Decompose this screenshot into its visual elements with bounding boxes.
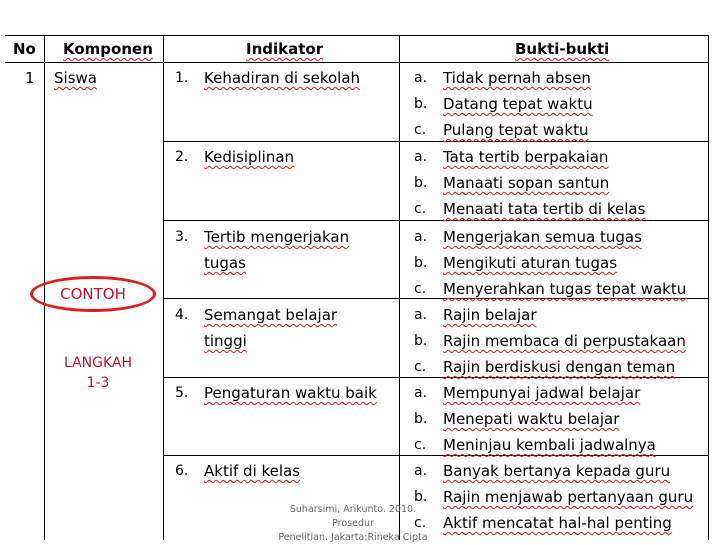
evidence-letter: c. — [414, 359, 427, 375]
langkah-label — [40, 353, 156, 393]
evidence-text: Rajin menjawab pertanyaan guru — [443, 488, 694, 506]
row-divider-3 — [163, 298, 708, 299]
contoh-label: CONTOH — [60, 285, 126, 303]
evidence-text: Menepati waktu belajar — [443, 410, 620, 428]
indicator-text: Semangat belajar — [204, 306, 338, 324]
indicator-text: Tertib mengerjakan — [204, 228, 350, 246]
table-right-border — [708, 35, 709, 540]
indicator-number: 4. — [175, 307, 189, 323]
evidence-letter: b. — [414, 489, 428, 505]
header-no: No — [13, 40, 36, 58]
indicator-number: 1. — [175, 70, 189, 86]
row-divider-2 — [163, 220, 708, 221]
evidence-letter: c. — [414, 515, 427, 531]
evidence-letter: b. — [414, 96, 428, 112]
evidence-text: Meninjau kembali jadwalnya — [443, 436, 656, 454]
evidence-letter: c. — [414, 281, 427, 297]
row-divider-5 — [163, 455, 708, 456]
evidence-text: Rajin belajar — [443, 306, 537, 324]
evidence-text: Mempunyai jadwal belajar — [443, 384, 641, 402]
citation — [268, 503, 438, 545]
row-divider-1 — [163, 141, 708, 142]
evidence-letter: a. — [414, 149, 428, 165]
citation-line-1: Suharsimi, Arikunto. 2010. Prosedur — [289, 504, 417, 529]
komponen-cell: Siswa — [54, 69, 97, 87]
evidence-letter: a. — [414, 385, 428, 401]
table-top-border — [5, 35, 708, 36]
indicator-number: 2. — [175, 149, 189, 165]
header-bukti: Bukti-bukti — [515, 40, 610, 58]
table-header-divider — [5, 62, 708, 63]
indicator-text: tugas — [204, 254, 246, 272]
evidence-letter: a. — [414, 229, 428, 245]
evidence-letter: b. — [414, 333, 428, 349]
indicator-text: Kehadiran di sekolah — [204, 69, 361, 87]
indicator-number: 5. — [175, 385, 189, 401]
indicator-number: 3. — [175, 229, 189, 245]
indicator-text: Aktif di kelas — [204, 462, 301, 480]
langkah-line-2: 1-3 — [86, 375, 110, 391]
row-number: 1 — [25, 69, 35, 87]
evidence-text: Rajin berdiskusi dengan teman — [443, 358, 676, 376]
evidence-text: Pulang tepat waktu — [443, 121, 589, 139]
evidence-letter: c. — [414, 201, 427, 217]
header-indikator: Indikator — [246, 40, 324, 58]
evidence-letter: b. — [414, 175, 428, 191]
evidence-text: Aktif mencatat hal-hal penting — [443, 514, 672, 532]
citation-line-2: Penelitian. Jakarta:Rineka Cipta — [278, 532, 428, 543]
evidence-letter: b. — [414, 255, 428, 271]
indicator-text: Pengaturan waktu baik — [204, 384, 377, 402]
evidence-text: Tidak pernah absen — [443, 69, 591, 87]
evidence-text: Mengikuti aturan tugas — [443, 254, 618, 272]
evidence-letter: a. — [414, 70, 428, 86]
evidence-letter: b. — [414, 411, 428, 427]
evidence-text: Mengerjakan semua tugas — [443, 228, 642, 246]
evidence-letter: a. — [414, 307, 428, 323]
header-komponen: Komponen — [63, 40, 153, 58]
evidence-text: Banyak bertanya kepada guru — [443, 462, 671, 480]
evidence-text: Rajin membaca di perpustakaan — [443, 332, 686, 350]
col-divider-indikator — [399, 35, 400, 540]
indicator-text: Kedisiplinan — [204, 148, 295, 166]
evidence-text: Manaati sopan santun — [443, 174, 610, 192]
evidence-text: Tata tertib berpakaian — [443, 148, 609, 166]
indicator-text: tinggi — [204, 332, 247, 350]
evidence-letter: a. — [414, 463, 428, 479]
row-divider-4 — [163, 377, 708, 378]
evidence-text: Menyerahkan tugas tepat waktu — [443, 280, 687, 298]
langkah-line-1: LANGKAH — [63, 355, 133, 371]
col-divider-komponen — [163, 35, 164, 540]
evidence-letter: c. — [414, 122, 427, 138]
evidence-letter: c. — [414, 437, 427, 453]
indicator-number: 6. — [175, 463, 189, 479]
evidence-text: Datang tepat waktu — [443, 95, 593, 113]
evidence-text: Menaati tata tertib di kelas — [443, 200, 646, 218]
